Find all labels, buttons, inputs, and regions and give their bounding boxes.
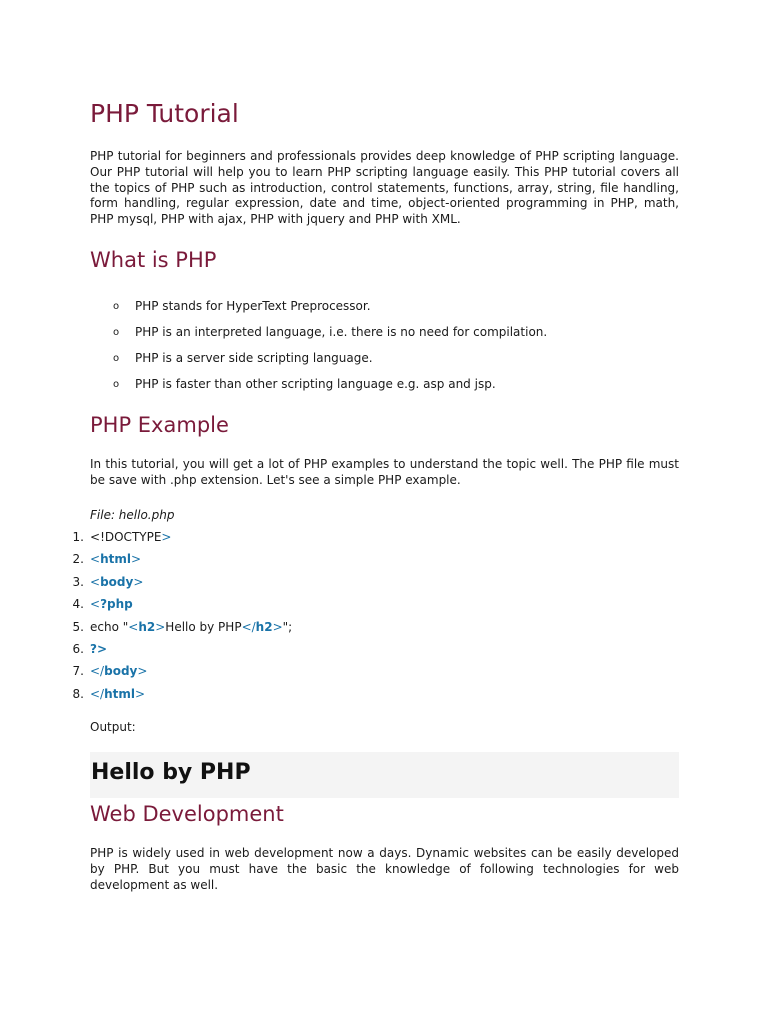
code-line bbox=[62, 684, 292, 706]
what-is-php-heading: What is PHP bbox=[90, 248, 217, 272]
code-tag: ?> bbox=[90, 641, 108, 656]
code-angle: </ bbox=[90, 664, 105, 679]
code-line bbox=[62, 661, 292, 683]
code-tag: h2 bbox=[255, 619, 273, 634]
code-angle: < bbox=[90, 597, 101, 612]
code-line bbox=[62, 549, 292, 571]
page-title: PHP Tutorial bbox=[90, 99, 239, 128]
list-item-text: PHP is faster than other scripting language e.g. asp and jsp. bbox=[135, 377, 496, 391]
code-tag: body bbox=[104, 664, 138, 679]
code-listing bbox=[62, 527, 292, 706]
line-number: 1. bbox=[72, 530, 84, 544]
code-tag: ?php bbox=[100, 597, 133, 612]
code-tag: body bbox=[100, 574, 134, 589]
code-angle: < bbox=[90, 574, 101, 589]
example-paragraph: In this tutorial, you will get a lot of PHP examples to understand the topic well. The PHP file must be save with .php extension. Let's see a simple PHP example. bbox=[90, 457, 679, 487]
code-line bbox=[62, 594, 292, 616]
list-item bbox=[90, 349, 547, 375]
bullet-icon: o bbox=[113, 327, 120, 338]
what-is-php-list bbox=[90, 297, 547, 401]
intro-paragraph: PHP tutorial for beginners and professionals provides deep knowledge of PHP scripting language. Our PHP tutorial will help you to learn PHP scripting language easily. This PHP tutorial covers all the topics of PHP such as introduction, control statements, functions, array, string, file handling, form handling, regular expression, date and time, object-oriented programming in PHP, math, PHP mysql, PHP with ajax, PHP with jquery and PHP with XML. bbox=[90, 149, 679, 227]
code-angle: > bbox=[161, 530, 172, 544]
line-number: 2. bbox=[72, 552, 84, 567]
bullet-icon: o bbox=[113, 379, 120, 390]
web-development-heading: Web Development bbox=[90, 802, 284, 826]
code-angle: </ bbox=[241, 619, 256, 634]
line-number: 3. bbox=[72, 574, 84, 589]
list-item bbox=[90, 297, 547, 323]
web-development-paragraph: PHP is widely used in web development now a days. Dynamic websites can be easily developed by PHP. But you must have the basic the knowledge of following technologies for web development as well. bbox=[90, 846, 679, 892]
line-number: 5. bbox=[72, 619, 84, 634]
output-box bbox=[90, 752, 679, 798]
code-angle: </ bbox=[90, 686, 105, 701]
code-angle: > bbox=[272, 619, 283, 634]
list-item bbox=[90, 323, 547, 349]
list-item-text: PHP is a server side scripting language. bbox=[135, 351, 373, 365]
code-angle: < bbox=[128, 619, 139, 634]
line-number: 7. bbox=[72, 664, 84, 679]
list-item-text: PHP is an interpreted language, i.e. there is no need for compilation. bbox=[135, 325, 548, 339]
code-angle: > bbox=[133, 574, 144, 589]
code-tag: h2 bbox=[138, 619, 156, 634]
php-example-heading: PHP Example bbox=[90, 413, 229, 437]
line-number: 6. bbox=[72, 641, 84, 656]
code-angle: > bbox=[137, 664, 148, 679]
code-angle: > bbox=[130, 552, 142, 567]
code-text: echo " bbox=[90, 619, 129, 634]
bullet-icon: o bbox=[113, 301, 120, 312]
output-text: Hello by PHP bbox=[91, 760, 251, 785]
line-number: 8. bbox=[72, 686, 84, 701]
code-angle: > bbox=[155, 619, 166, 634]
code-line bbox=[62, 639, 292, 661]
code-text: Hello by PHP bbox=[165, 619, 242, 634]
code-tag: html bbox=[104, 686, 136, 701]
code-line bbox=[62, 617, 292, 639]
code-tag: html bbox=[100, 552, 131, 567]
code-angle: > bbox=[135, 686, 146, 701]
line-number: 4. bbox=[72, 597, 84, 612]
bullet-icon: o bbox=[113, 353, 120, 364]
code-line bbox=[62, 527, 292, 549]
code-text: < bbox=[90, 530, 101, 544]
output-label: Output: bbox=[90, 720, 136, 734]
list-item-text: PHP stands for HyperText Preprocessor. bbox=[135, 299, 371, 313]
list-item bbox=[90, 375, 547, 401]
file-label: File: hello.php bbox=[90, 508, 175, 522]
code-text: !DOCTYPE bbox=[100, 530, 162, 544]
code-line bbox=[62, 572, 292, 594]
code-angle: < bbox=[90, 552, 101, 567]
code-text: "; bbox=[282, 619, 293, 634]
